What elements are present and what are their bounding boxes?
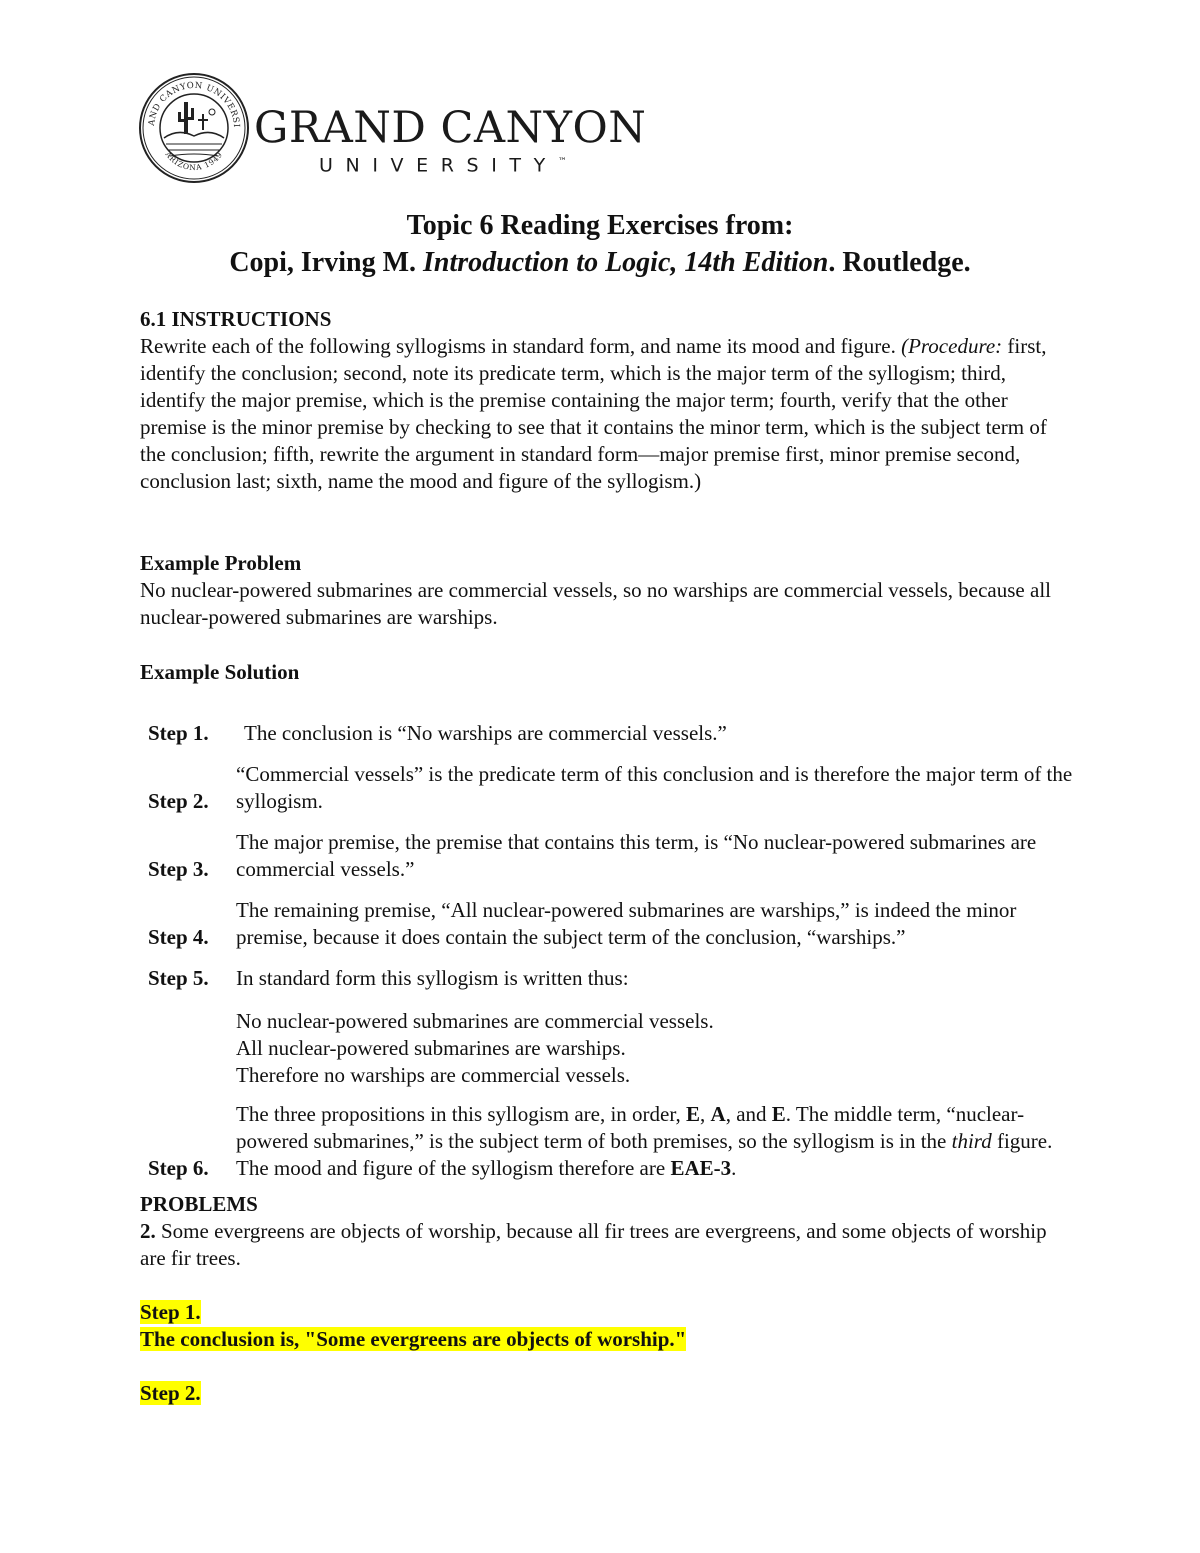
university-name-line2 xyxy=(319,150,567,177)
svg-text:ARIZONA 1949 xyxy=(163,149,225,172)
instructions-heading: 6.1 INSTRUCTIONS xyxy=(140,307,332,331)
figure-word: third xyxy=(951,1129,992,1153)
seal-top-text: AND CANYON UNIVERSI xyxy=(146,80,242,129)
procedure-text: first, identify the conclusion; second, note its predicate term, which is the major term of the syllogism; third, identify the major premise, which is the premise containing the major term; fourth, verify that the other premise is the minor premise by checking to see that it contains the minor term, which is the subject term of the conclusion; fifth, rewrite the argument in standard form—major premise first, minor premise second, conclusion last; sixth, name the mood and figure of the syllogism.) xyxy=(140,334,1047,493)
problem-text xyxy=(140,1218,1060,1272)
problem-number: 2. xyxy=(140,1219,156,1243)
trademark-symbol: ™ xyxy=(557,157,567,167)
step-label: Step 2. xyxy=(148,789,209,813)
step-label: Step 4. xyxy=(148,925,209,949)
step-label: Step 1. xyxy=(148,721,209,745)
example-problem-heading: Example Problem xyxy=(140,551,302,575)
problems-heading: PROBLEMS xyxy=(140,1192,258,1216)
page-title-citation xyxy=(0,245,1200,281)
procedure-label: (Procedure: xyxy=(901,334,1003,358)
university-name-line1: GRAND CANYON xyxy=(254,103,647,153)
mood-figure-code: EAE-3 xyxy=(670,1156,732,1180)
step6-text-part: . xyxy=(731,1156,737,1180)
step6-text-part: , and xyxy=(725,1102,772,1126)
answer-step1-text-line[interactable] xyxy=(140,1326,1070,1353)
answer-step1-text: The conclusion is, "Some evergreens are objects of worship." xyxy=(140,1327,687,1351)
standard-form-line: No nuclear-powered submarines are commercial vessels. xyxy=(236,1009,714,1033)
step6-text-part: figure. The mood and figure of the syllogism therefore are xyxy=(236,1129,1053,1180)
problem-statement: Some evergreens are objects of worship, because all fir trees are evergreens, and some objects of worship are fir trees. xyxy=(140,1219,1047,1270)
step-text: The major premise, the premise that contains this term, is “No nuclear-powered submarines are commercial vessels.” xyxy=(236,830,1037,881)
example-problem-text: No nuclear-powered submarines are commercial vessels, so no warships are commercial vessels, because all nuclear-powered submarines are warships. xyxy=(140,578,1051,629)
instructions-lead: Rewrite each of the following syllogisms in standard form, and name its mood and figure. xyxy=(140,334,902,358)
university-seal-icon xyxy=(138,72,250,184)
proposition-letter: E xyxy=(771,1102,786,1126)
standard-form-line: All nuclear-powered submarines are warships. xyxy=(236,1036,626,1060)
instructions-text xyxy=(140,333,1058,495)
step-label: Step 6. xyxy=(148,1156,209,1180)
proposition-letter: E xyxy=(686,1102,701,1126)
step-text: The conclusion is “No warships are commercial vessels.” xyxy=(244,721,727,745)
step6-text-part: , xyxy=(700,1102,711,1126)
step-text: “Commercial vessels” is the predicate term of this conclusion and is therefore the major term of the syllogism. xyxy=(236,762,1073,813)
answer-step1-label-line[interactable] xyxy=(140,1299,1070,1326)
step-text xyxy=(236,1101,1076,1182)
step6-text-part: The three propositions in this syllogism are, in order, xyxy=(236,1102,687,1126)
university-name-text: UNIVERSITY xyxy=(319,154,558,177)
answer-step2-label-line[interactable] xyxy=(140,1380,1070,1407)
step6-text-part: . The middle term, “nuclear-powered submarines,” is the subject term of both premises, so the syllogism is in the xyxy=(236,1102,1025,1153)
standard-form-line: Therefore no warships are commercial vessels. xyxy=(236,1063,631,1087)
step-text: The remaining premise, “All nuclear-powered submarines are warships,” is indeed the minor premise, because it does contain the subject term of the conclusion, “warships.” xyxy=(236,898,1017,949)
answer-step1-label: Step 1. xyxy=(140,1300,201,1324)
step-text: In standard form this syllogism is written thus: xyxy=(236,966,629,990)
citation-author: Copi, Irving M. xyxy=(229,247,424,278)
step-label: Step 3. xyxy=(148,857,209,881)
seal-bottom-text: ARIZONA 1949 xyxy=(163,149,225,173)
answer-step2-label: Step 2. xyxy=(140,1381,201,1405)
citation-book-title: Introduction to Logic, 14th Edition xyxy=(423,247,829,278)
step-label: Step 5. xyxy=(148,966,209,990)
page-title: Topic 6 Reading Exercises from: xyxy=(406,210,794,241)
proposition-letter: A xyxy=(710,1102,726,1126)
example-solution-heading: Example Solution xyxy=(140,660,300,684)
citation-publisher: . Routledge. xyxy=(828,247,971,278)
